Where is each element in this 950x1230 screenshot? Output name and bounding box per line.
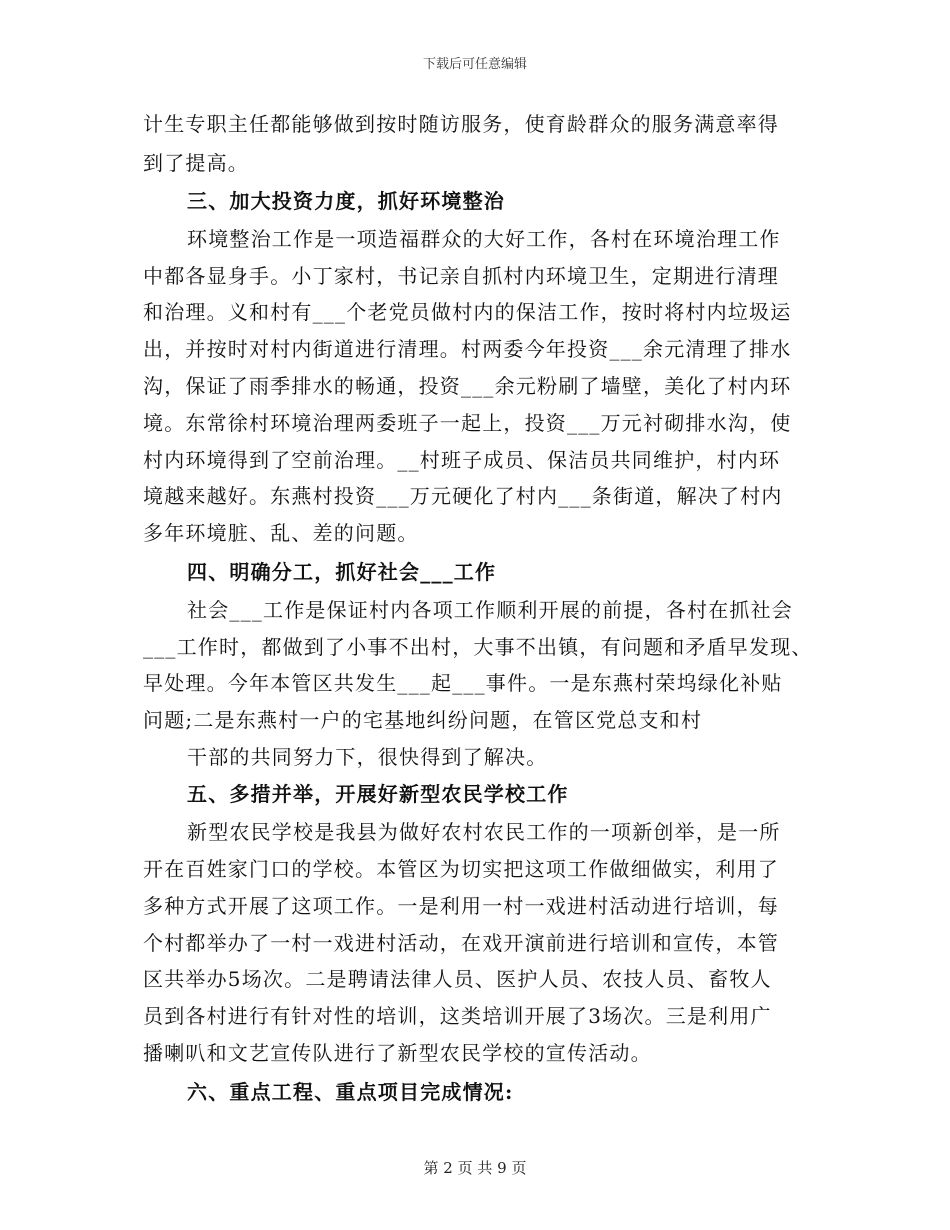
paragraph-line: 境。东常徐村环境治理两委班子一起上，投资___万元衬砌排水沟，使 — [143, 411, 792, 435]
paragraph-line: 村内环境得到了空前治理。__村班子成员、保洁员共同维护，村内环 — [143, 448, 781, 472]
page-number: 第 2 页 共 9 页 — [423, 1159, 527, 1177]
paragraph-line: 个村都举办了一村一戏进村活动，在戏开演前进行培训和宣传，本管 — [143, 931, 779, 955]
section-heading: 四、明确分工，抓好社会___工作 — [187, 560, 497, 584]
paragraph-line: 员到各村进行有针对性的培训，这类培训开展了3场次。三是利用广 — [143, 1004, 772, 1028]
paragraph-line: 出，并按时对村内街道进行清理。村两委今年投资___余元清理了排水 — [143, 337, 792, 361]
paragraph-line: 到了提高。 — [143, 151, 249, 175]
paragraph-line: 多种方式开展了这项工作。一是利用一村一戏进村活动进行培训，每 — [143, 894, 779, 918]
paragraph-line: 区共举办5场次。二是聘请法律人员、医护人员、农技人员、畜牧人 — [143, 967, 772, 991]
paragraph-line: 境越来越好。东燕村投资___万元硬化了村内___条街道，解决了村内 — [143, 484, 783, 508]
paragraph-line: 和治理。义和村有___个老党员做村内的保洁工作，按时将村内垃圾运 — [143, 300, 792, 324]
paragraph-line: ___工作时，都做到了小事不出村，大事不出镇，有问题和矛盾早发现、 — [143, 635, 813, 659]
section-heading: 五、多措并举，开展好新型农民学校工作 — [187, 782, 569, 806]
paragraph-line: 干部的共同努力下，很快得到了解决。 — [187, 745, 548, 769]
paragraph-line: 中都各显身手。小丁家村，书记亲自抓村内环境卫生，定期进行清理 — [143, 264, 779, 288]
section-heading: 三、加大投资力度，抓好环境整治 — [187, 189, 505, 213]
paragraph-line: 新型农民学校是我县为做好农村农民工作的一项新创举，是一所 — [187, 820, 781, 844]
page-header: 下载后可任意编辑 — [422, 57, 527, 72]
paragraph-line: 多年环境脏、乱、差的问题。 — [143, 521, 419, 545]
paragraph-line: 环境整治工作是一项造福群众的大好工作，各村在环境治理工作 — [187, 227, 781, 251]
paragraph-line: 社会___工作是保证村内各项工作顺利开展的前提，各村在抓社会 — [187, 598, 793, 622]
paragraph-line: 问题;二是东燕村一户的宅基地纠纷问题，在管区党总支和村 — [143, 708, 703, 732]
section-heading: 六、重点工程、重点项目完成情况: — [187, 1080, 514, 1104]
paragraph-line: 沟，保证了雨季排水的畅通，投资___余元粉刷了墙壁，美化了村内环 — [143, 374, 792, 398]
paragraph-line: 早处理。今年本管区共发生___起___事件。一是东燕村荣坞绿化补贴 — [143, 671, 783, 695]
paragraph-line: 播喇叭和文艺宣传队进行了新型农民学校的宣传活动。 — [143, 1041, 652, 1065]
paragraph-line: 计生专职主任都能够做到按时随访服务，使育龄群众的服务满意率得 — [143, 112, 779, 136]
paragraph-line: 开在百姓家门口的学校。本管区为切实把这项工作做细做实，利用了 — [143, 857, 779, 881]
